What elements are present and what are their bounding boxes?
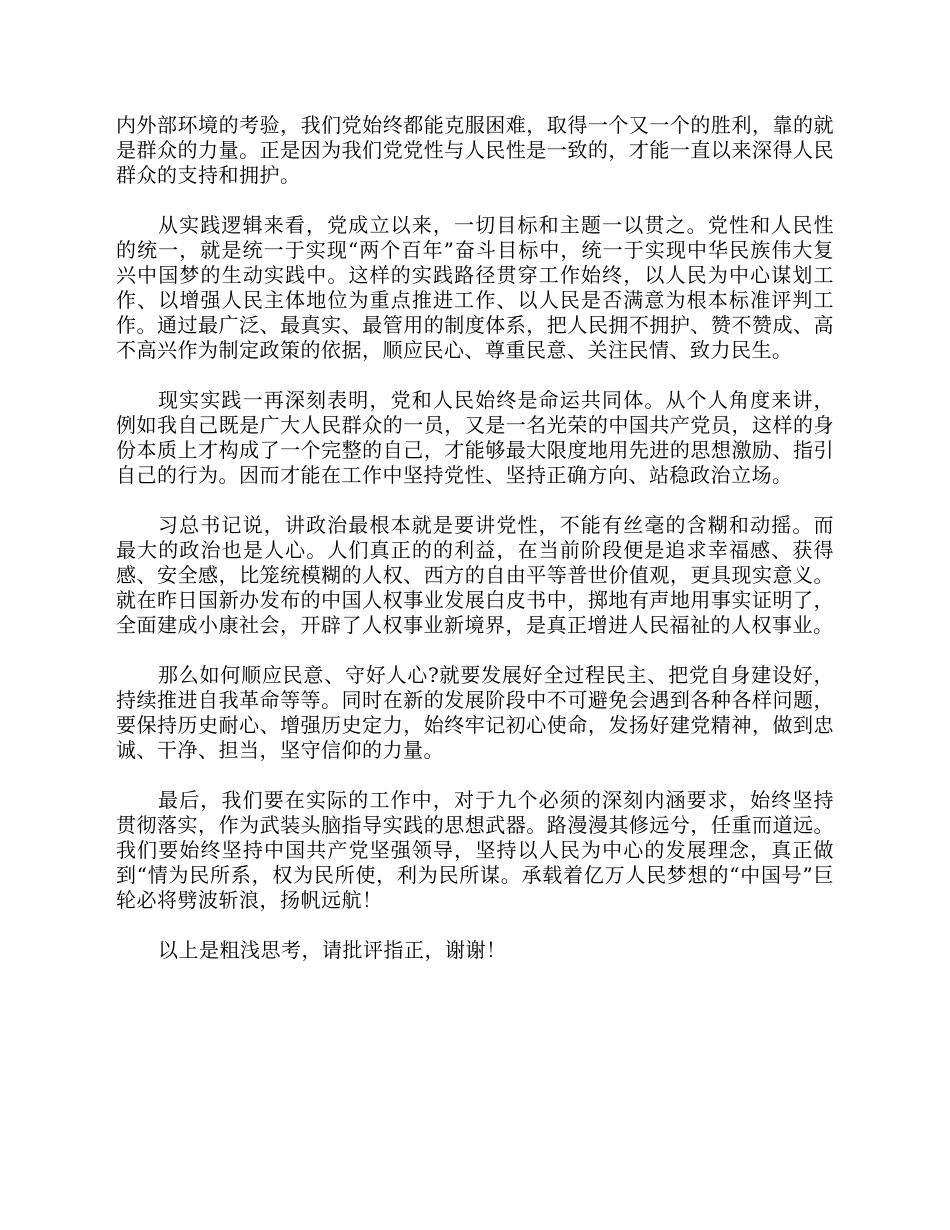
paragraph-politics: 习总书记说，讲政治最根本就是要讲党性，不能有丝毫的含糊和动摇。而最大的政治也是人心。人们真正的的利益，在当前阶段便是追求幸福感、获得感、安全感，比笼统模糊的人权、西方的自由平等普世价值观，更具现实意义。就在昨日国新办发布的中国人权事业发展白皮书中，掷地有声地用事实证明了，全面建成小康社会，开辟了人权事业新境界，是真正增进人民福祉的人权事业。 xyxy=(116,513,834,637)
paragraph-reality: 现实实践一再深刻表明，党和人民始终是命运共同体。从个人角度来讲，例如我自己既是广大人民群众的一员，又是一名光荣的中国共产党员，这样的身份本质上才构成了一个完整的自己，才能够最大限度地用先进的思想激励、指引自己的行为。因而才能在工作中坚持党性、坚持正确方向、站稳政治立场。 xyxy=(116,388,834,487)
paragraph-closing: 以上是粗浅思考，请批评指正，谢谢！ xyxy=(158,938,507,962)
paragraph-public-will: 那么如何顺应民意、守好人心?就要发展好全过程民主、把党自身建设好，持续推进自我革命等等。同时在新的发展阶段中不可避免会遇到各种各样问题，要保持历史耐心、增强历史定力，始终牢记初心使命，发扬好建党精神，做到忠诚、干净、担当，坚守信仰的力量。 xyxy=(116,663,834,762)
paragraph-conclusion: 最后，我们要在实际的工作中，对于九个必须的深刻内涵要求，始终坚持贯彻落实，作为武装头脑指导实践的思想武器。路漫漫其修远兮，任重而道远。我们要始终坚持中国共产党坚强领导，坚持以人民为中心的发展理念，真正做到“情为民所系，权为民所使，利为民所谋。承载着亿万人民梦想的“中国号”巨轮必将劈波斩浪，扬帆远航！ xyxy=(116,788,834,912)
paragraph-continuation: 内外部环境的考验，我们党始终都能克服困难，取得一个又一个的胜利，靠的就是群众的力量。正是因为我们党党性与人民性是一致的，才能一直以来深得人民群众的支持和拥护。 xyxy=(116,113,834,187)
paragraph-practice-logic: 从实践逻辑来看，党成立以来，一切目标和主题一以贯之。党性和人民性的统一，就是统一于实现“两个百年”奋斗目标中，统一于实现中华民族伟大复兴中国梦的生动实践中。这样的实践路径贯穿工作始终，以人民为中心谋划工作、以增强人民主体地位为重点推进工作、以人民是否满意为根本标准评判工作。通过最广泛、最真实、最管用的制度体系，把人民拥不拥护、赞不赞成、高不高兴作为制定政策的依据，顺应民心、尊重民意、关注民情、致力民生。 xyxy=(116,213,834,362)
document-body xyxy=(116,113,834,988)
